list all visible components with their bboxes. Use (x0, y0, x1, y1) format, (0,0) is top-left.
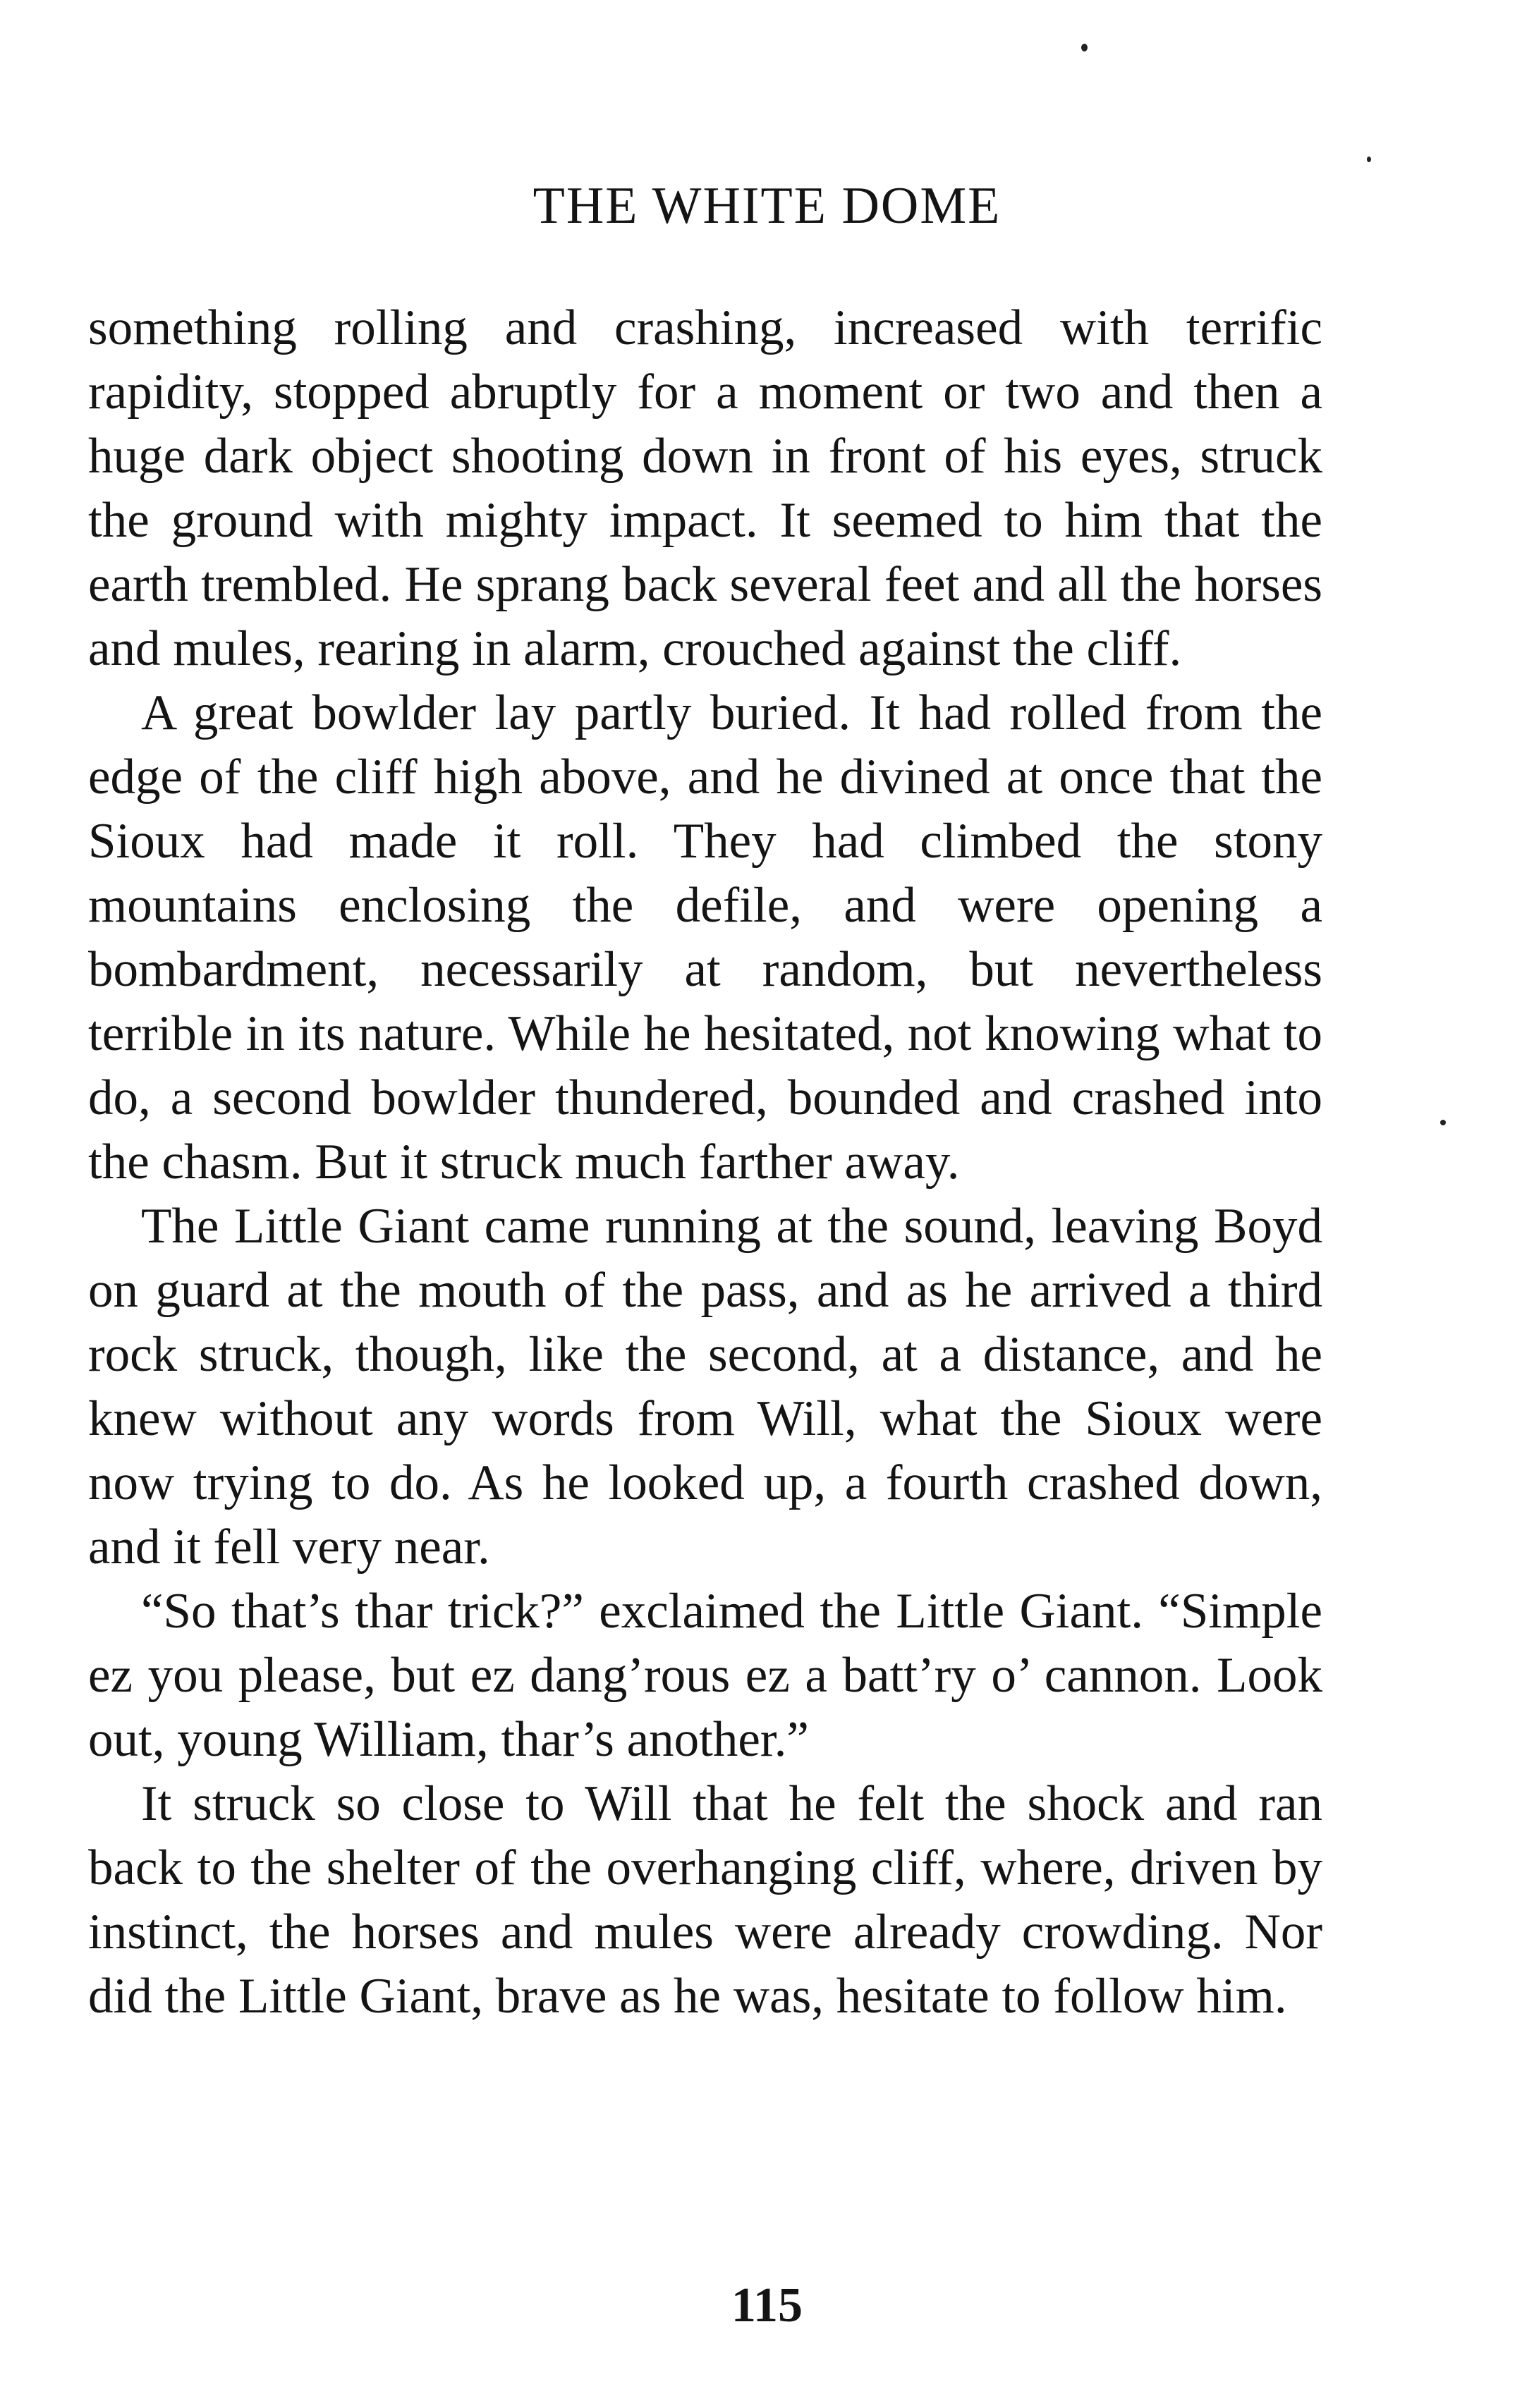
paragraph: “So that’s thar trick?” exclaimed the Little Giant. “Simple ez you please, but ez dang’rous ez a batt’ry o’ cannon. Look out, young William, thar’s another.” (88, 1584, 1322, 1767)
ink-speck (1367, 157, 1371, 162)
page-number: 115 (731, 2278, 803, 2333)
paragraph: It struck so close to Will that he felt the shock and ran back to the shelter of the overhanging cliff, where, driven by instinct, the horses and mules were already crowding. Nor did the Little Giant, brave as he was, hesitate to follow him. (88, 1776, 1322, 2024)
ink-speck (1440, 1120, 1446, 1125)
paragraph: something rolling and crashing, increased with terrific rapidity, stopped abruptly for a moment or two and then a huge dark object shooting down in front of his eyes, struck the ground with mighty impact. It seemed to him that the earth trembled. He sprang back several feet and all the horses and mules, rearing in alarm, crouched against the cliff. (88, 300, 1322, 676)
running-head: THE WHITE DOME (532, 177, 1002, 235)
body-text (88, 296, 1322, 2029)
paragraph: A great bowlder lay partly buried. It had rolled from the edge of the cliff high above, and he divined at once that the Sioux had made it roll. They had climbed the stony mountains enclosing the defile, and were opening a bombardment, necessarily at random, but nevertheless terrible in its nature. While he hesitated, not knowing what to do, a second bowlder thundered, bounded and crashed into the chasm. But it struck much farther away. (88, 685, 1322, 1190)
ink-speck (1081, 44, 1088, 51)
paragraph: The Little Giant came running at the sound, leaving Boyd on guard at the mouth of the pass, and as he arrived a third rock struck, though, like the second, at a distance, and he knew without any words from Will, what the Sioux were now trying to do. As he looked up, a fourth crashed down, and it fell very near. (88, 1199, 1322, 1575)
